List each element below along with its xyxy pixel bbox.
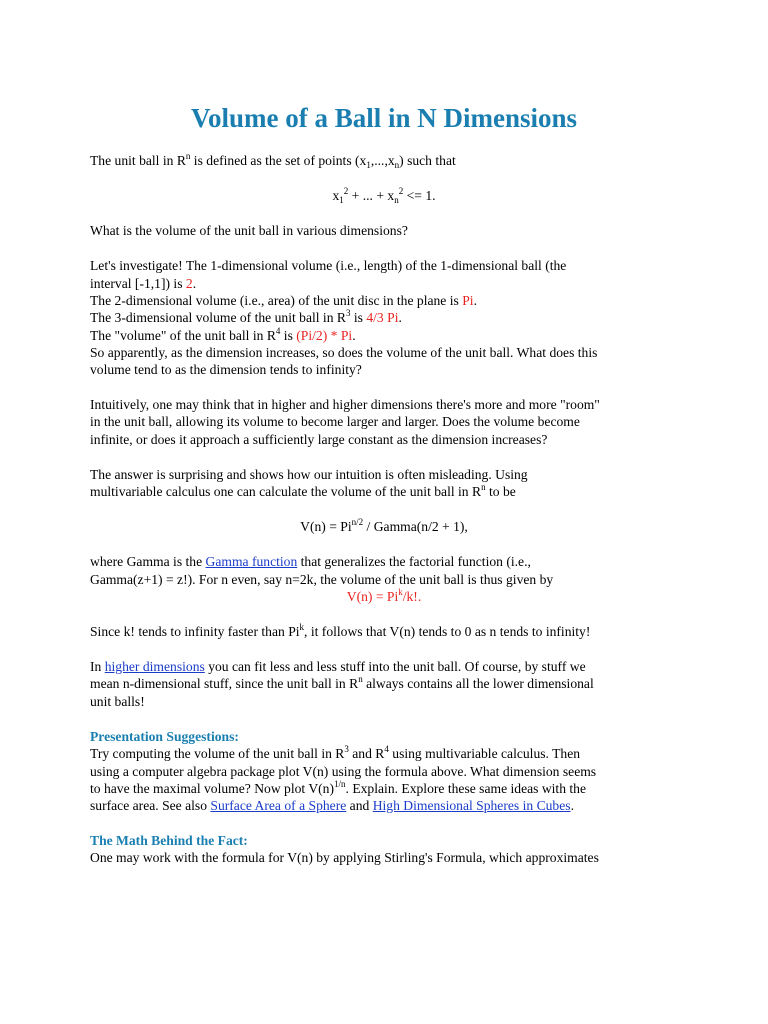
investigate-line-6: So apparently, as the dimension increases, so does the volume of the unit ball. What does this	[90, 345, 598, 360]
presentation-line-4: surface area. See also Surface Area of a Sphere and High Dimensional Spheres in Cubes.	[90, 798, 574, 813]
volume-3d-value: 4/3 Pi	[366, 310, 399, 325]
intuition-line-3: infinite, or does it approach a sufficiently large constant as the dimension increases?	[90, 432, 548, 447]
intuition-line-2: in the unit ball, allowing its volume to become larger and larger. Does the volume become	[90, 414, 580, 429]
answer-line-2: multivariable calculus one can calculate the volume of the unit ball in $R^n$ to be	[90, 482, 516, 499]
presentation-heading: Presentation Suggestions:	[90, 729, 239, 744]
presentation-line-1: Try computing the volume of the unit ball in $R^3$ and $R^4$ using multivariable calculus. Then	[90, 744, 581, 761]
surface-area-sphere-link[interactable]: Surface Area of a Sphere	[210, 798, 347, 813]
volume-2d-value: Pi	[462, 293, 474, 308]
investigate-line-2: interval [-1,1]) is 2.	[90, 276, 197, 291]
higher-dimensions-link[interactable]: higher dimensions	[104, 659, 205, 674]
gamma-function-link[interactable]: Gamma function	[205, 554, 298, 569]
higher-line-1: In higher dimensions you can fit less and less stuff into the unit ball. Of course, by stuff we	[90, 659, 586, 674]
higher-line-2: mean n-dimensional stuff, since the unit ball in $R^n$ always contains all the lower dimensional	[90, 674, 594, 691]
intuition-line-1: Intuitively, one may think that in higher and higher dimensions there's more and more "room"	[90, 397, 600, 412]
gamma-line-2: Gamma(z+1) = z!). For n even, say n=2k, the volume of the unit ball is thus given by	[90, 572, 554, 587]
even-dimension-formula: $V(n) = Pi^k/k$!.	[346, 587, 422, 604]
math-line-1: One may work with the formula for V(n) by applying Stirling's Formula, which approximates	[90, 850, 599, 865]
gamma-line-1: where Gamma is the Gamma function that generalizes the factorial function (i.e.,	[90, 554, 531, 569]
volume-4d-value: (Pi/2) * Pi	[296, 328, 353, 343]
investigate-line-3: The 2-dimensional volume (i.e., area) of the unit disc in the plane is Pi.	[90, 293, 477, 308]
unit-ball-inequality: $x_1^2$ + ... + $x_n^2 <= 1$.	[332, 186, 436, 205]
math-heading: The Math Behind the Fact:	[90, 833, 248, 848]
volume-1d-value: 2	[185, 276, 193, 291]
presentation-line-3: to have the maximal volume? Now plot $V(n)^{1/n}$. Explain. Explore these same ideas with the	[90, 779, 586, 796]
limit-statement: Since k! tends to infinity faster than Pi$^k$, it follows that V(n) tends to 0 as n tends to infinity!	[90, 622, 591, 639]
question-text: What is the volume of the unit ball in various dimensions?	[90, 223, 408, 238]
investigate-line-4: The 3-dimensional volume of the unit ball in $R^3$ is 4/3 Pi.	[90, 308, 402, 325]
high-dimensional-spheres-link[interactable]: High Dimensional Spheres in Cubes	[372, 798, 571, 813]
presentation-line-2: using a computer algebra package plot V(n) using the formula above. What dimension seems	[90, 764, 597, 779]
investigate-line-1: Let's investigate! The 1-dimensional volume (i.e., length) of the 1-dimensional ball (the	[90, 258, 567, 273]
intro-definition: The unit ball in $R^n$ is defined as the set of points $(x_1,...,x_n)$ such that	[90, 151, 456, 170]
page-title: Volume of a Ball in N Dimensions	[190, 103, 578, 133]
higher-line-3: unit balls!	[90, 694, 145, 709]
investigate-line-5: The "volume" of the unit ball in $R^4$ is (Pi/2) * Pi.	[90, 326, 356, 343]
investigate-line-7: volume tend to as the dimension tends to infinity?	[90, 362, 362, 377]
answer-line-1: The answer is surprising and shows how our intuition is often misleading. Using	[90, 467, 528, 482]
volume-formula: $V(n) = Pi^{n/2}$ / Gamma(n/2 + 1),	[300, 517, 468, 534]
